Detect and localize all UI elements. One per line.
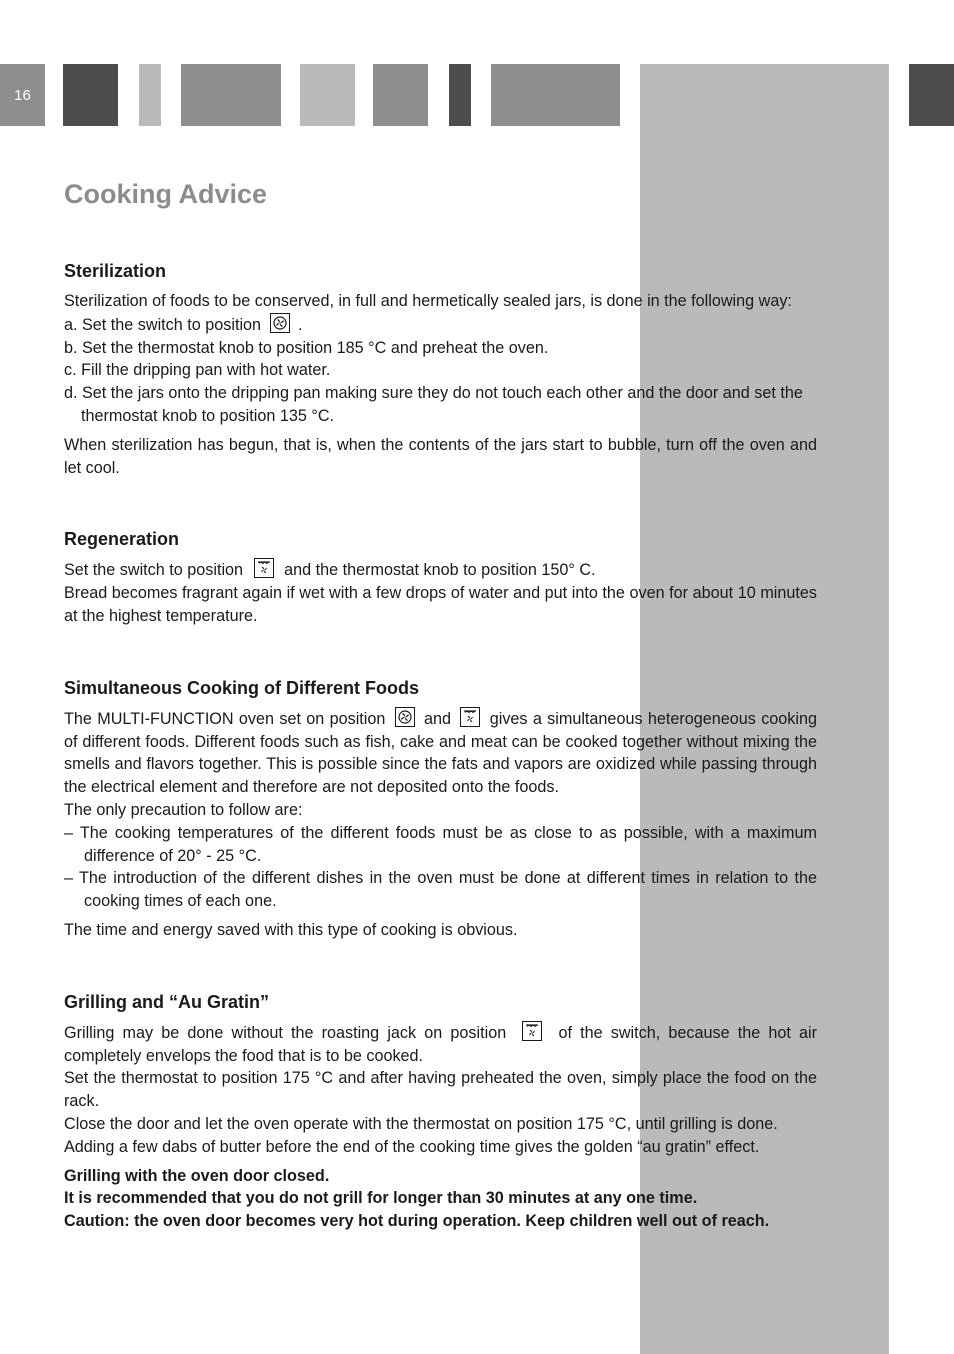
header-block [139, 64, 161, 126]
paragraph: Set the thermostat to position 175 °C and after having preheated the oven, simply place the food on the rack. [64, 1069, 817, 1111]
paragraph-text: of the switch, because the hot air completely envelops the food that is to be cooked. [64, 1023, 817, 1065]
paragraph [64, 558, 817, 582]
list-item-text: a. Set the switch to position [64, 315, 262, 334]
paragraph: Close the door and let the oven operate with the thermostat on position 175 °C, until grilling is done. [64, 1114, 778, 1133]
header-block [491, 64, 620, 126]
paragraph-text: Set the switch to position [64, 561, 244, 580]
section-heading: Sterilization [64, 261, 167, 281]
paragraph: Adding a few dabs of butter before the end of the cooking time gives the golden “au gratin” effect. [64, 1137, 760, 1156]
page-title: Cooking Advice [64, 179, 268, 209]
list-item: – The introduction of the different dishes in the oven must be done at different times in relation to the cooking times of each one. [64, 869, 817, 911]
page-content [64, 170, 817, 1233]
section-heading: Grilling and “Au Gratin” [64, 991, 270, 1012]
fan-grill-icon [254, 558, 274, 578]
section-grilling [64, 989, 817, 1233]
warning-text: Caution: the oven door becomes very hot during operation. Keep children well out of reach. [64, 1212, 770, 1231]
paragraph-text: The MULTI-FUNCTION oven set on position [64, 709, 386, 728]
header-block [373, 64, 428, 126]
section-regeneration [64, 526, 817, 627]
section-sterilization [64, 258, 817, 479]
header-block [449, 64, 471, 126]
header-block [181, 64, 281, 126]
paragraph-text: and [424, 709, 452, 728]
list-item: – The cooking temperatures of the different foods must be as close to as possible, with a maximum difference of 20° - 25 °C. [64, 823, 817, 865]
fan-grill-icon [460, 707, 480, 727]
paragraph: The time and energy saved with this type of cooking is obvious. [64, 920, 518, 939]
header-block [63, 64, 118, 126]
header-block [300, 64, 355, 126]
header-block [909, 64, 954, 126]
paragraph: When sterilization has begun, that is, when the contents of the jars start to bubble, turn off the oven and let cool. [64, 435, 817, 477]
warning-text: Grilling with the oven door closed. [64, 1166, 330, 1185]
section-simultaneous-cooking [64, 675, 817, 942]
list-item: d. Set the jars onto the dripping pan making sure they do not touch each other and the door and set the thermostat knob to position 135 °C. [64, 384, 803, 425]
list-item-text: . [293, 315, 303, 334]
list-item: b. Set the thermostat knob to position 185 °C and preheat the oven. [64, 338, 549, 357]
list-item [64, 313, 817, 337]
paragraph-text: and the thermostat knob to position 150° C. [284, 561, 596, 580]
fan-grill-icon [522, 1021, 542, 1041]
paragraph: Bread becomes fragrant again if wet with a few drops of water and put into the oven for about 10 minutes at the highest temperature. [64, 584, 817, 625]
paragraph: The only precaution to follow are: [64, 800, 303, 819]
section-heading: Regeneration [64, 529, 180, 550]
paragraph [64, 1021, 817, 1068]
fan-icon [395, 707, 415, 727]
paragraph-text: gives a simultaneous heterogeneous cooking of different foods. Different foods such as fish, cake and meat can be cooked together without mixing the smells and flavors together. This is possible since the fats and vapors are oxidized while passing through the electrical element and therefore are not deposited onto the foods. [64, 709, 817, 797]
page-number: 16 [0, 64, 45, 126]
section-heading: Simultaneous Cooking of Different Foods [64, 677, 419, 698]
list-item: c. Fill the dripping pan with hot water. [64, 361, 331, 380]
paragraph: Sterilization of foods to be conserved, in full and hermetically sealed jars, is done in the following way: [64, 292, 792, 310]
paragraph [64, 707, 817, 799]
fan-icon [270, 313, 290, 333]
paragraph-text: Grilling may be done without the roasting jack on position [64, 1023, 507, 1042]
warning-text: It is recommended that you do not grill for longer than 30 minutes at any one time. [64, 1189, 698, 1208]
